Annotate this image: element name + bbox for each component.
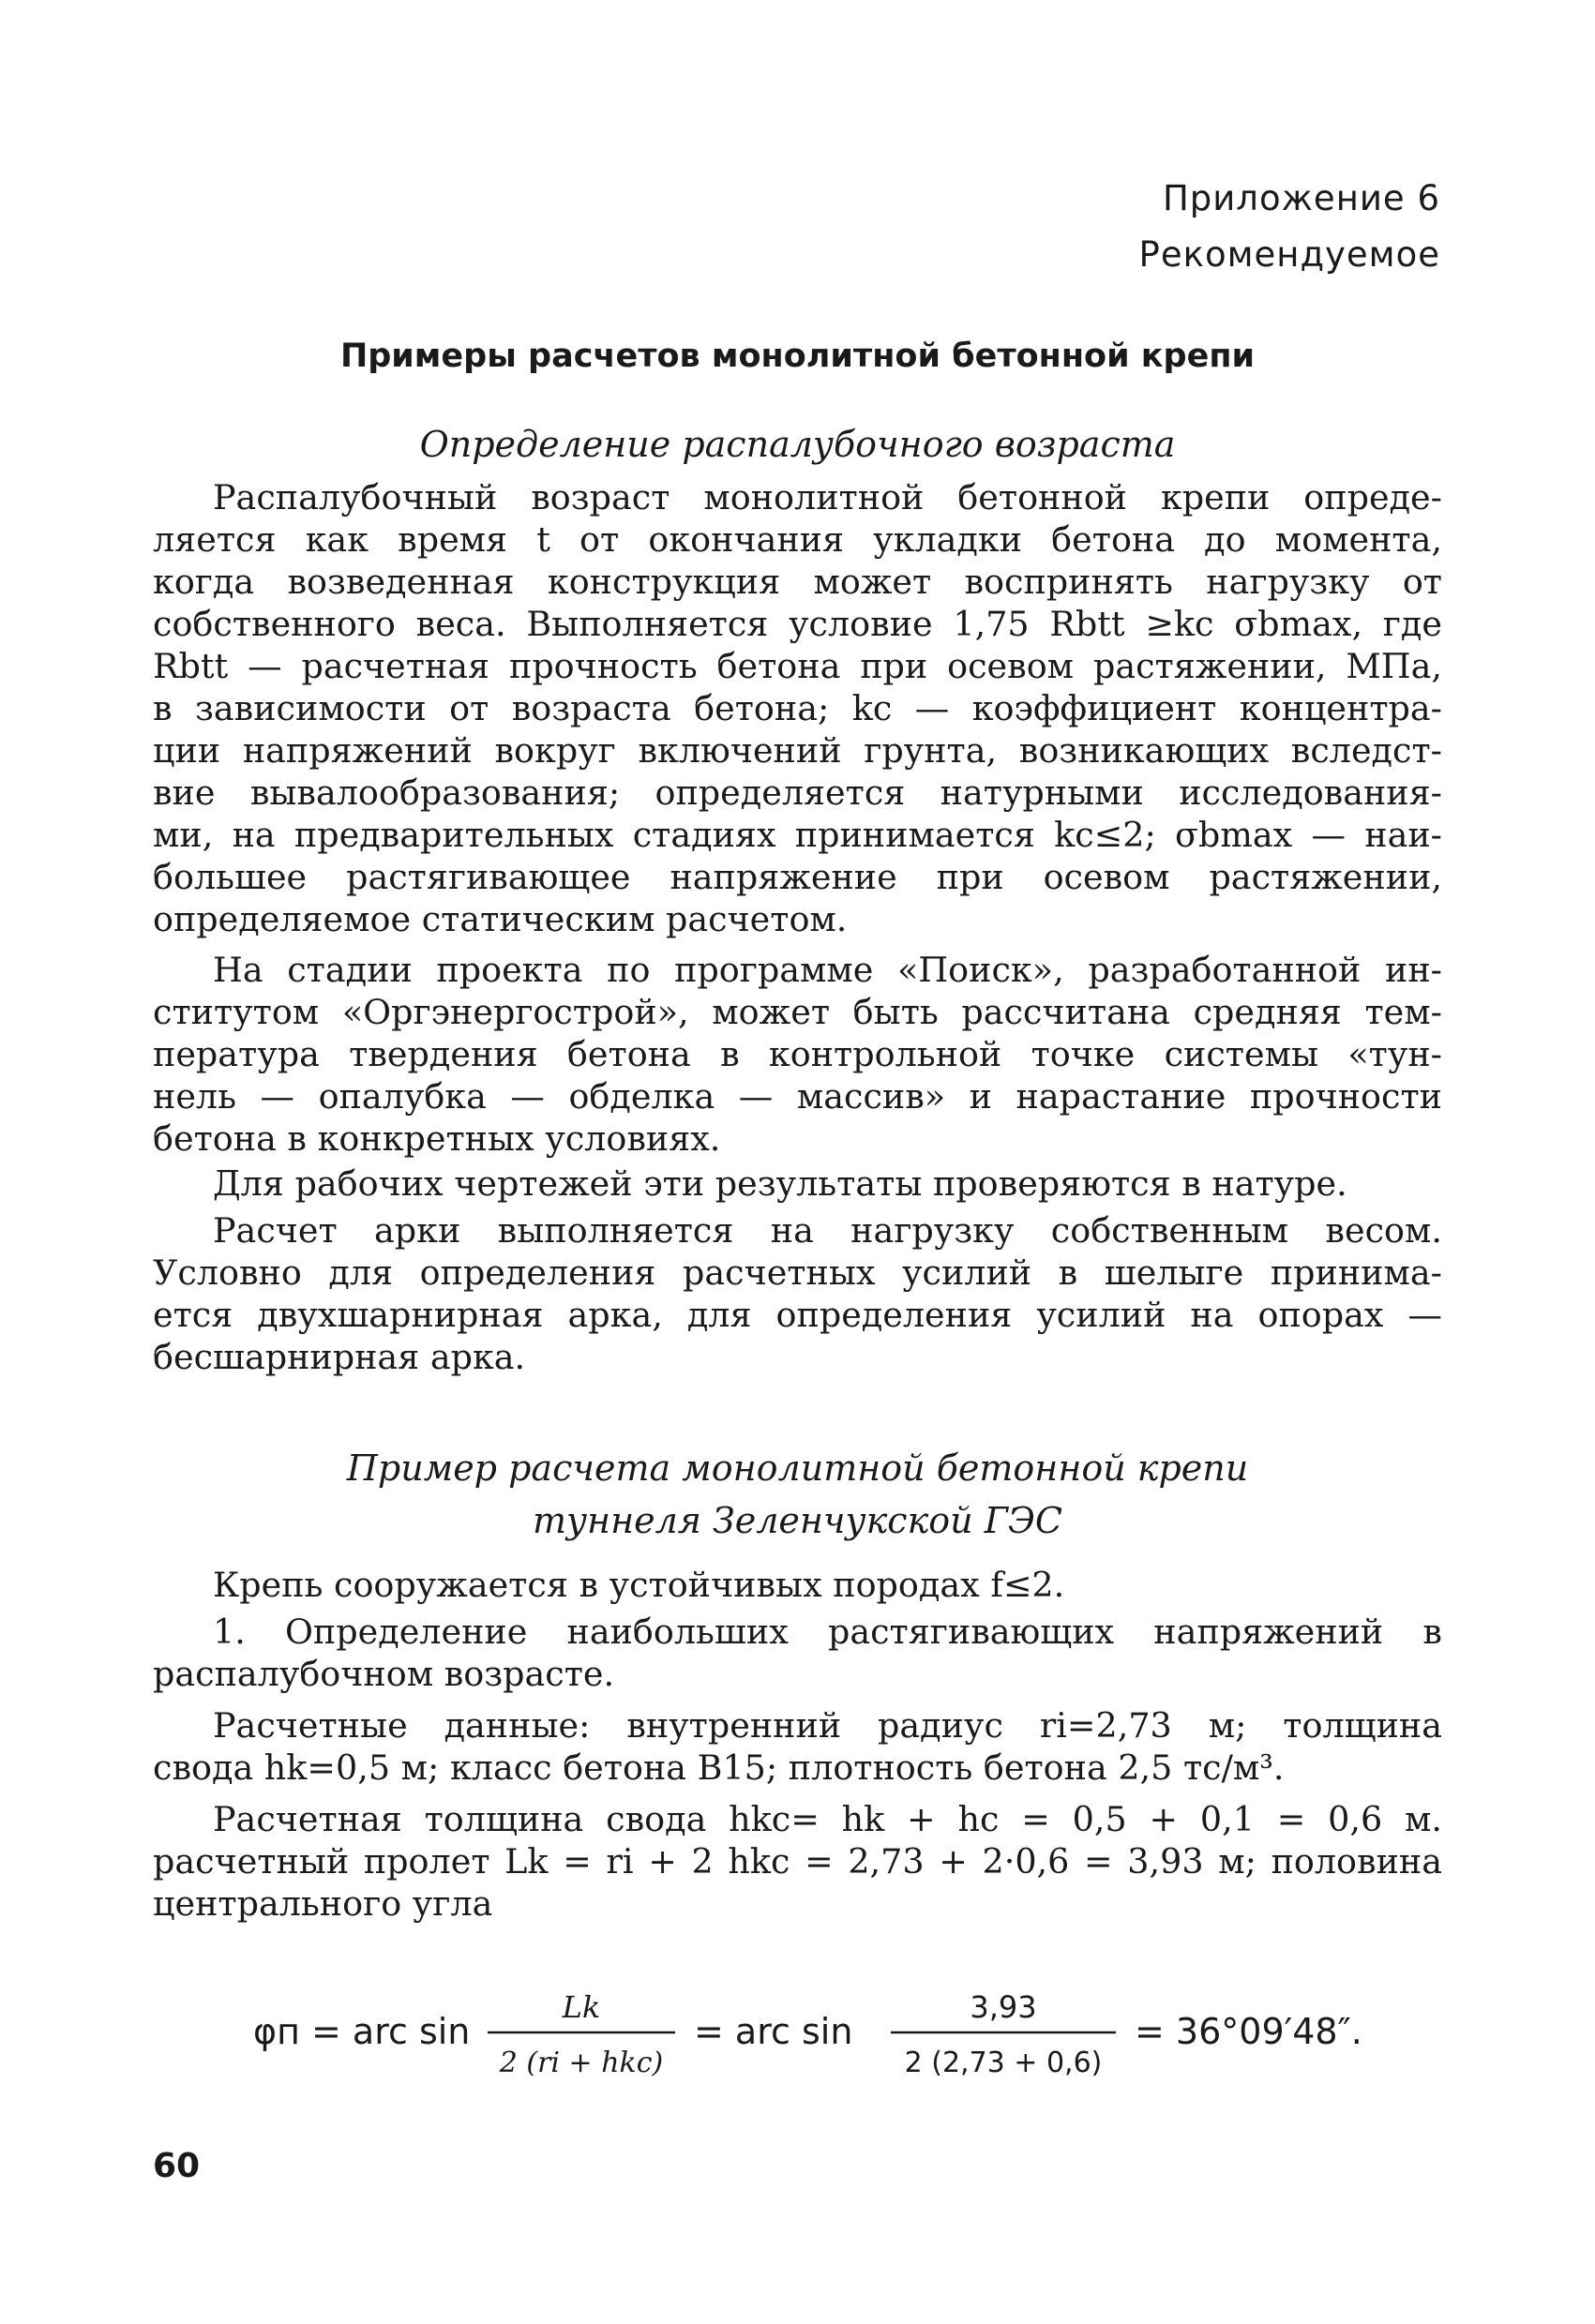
formula-numerator-2: 3,93 [970,1989,1037,2025]
paragraph-input-data [153,1704,1442,1789]
text-line: 1. Определение наибольших растягивающих напряжений в [213,1612,1442,1652]
paragraph-formwork-age [153,476,1442,940]
paragraph-step-1 [153,1611,1442,1695]
text-line: На стадии проекта по программе «Поиск», разработанной ин- [213,950,1442,990]
text-line: свода hk=0,5 м; класс бетона B15; плотность бетона 2,5 тс/м³. [153,1747,1285,1788]
text-line: Крепь сооружается в устойчивых породах f≤2. [213,1565,1065,1605]
text-line: Расчет арки выполняется на нагрузку собственным весом. [213,1210,1442,1251]
section-heading-2-line2: туннеля Зеленчукской ГЭС [532,1500,1063,1541]
text-line: бетона в конкретных условиях. [153,1118,721,1159]
text-line: Rbtt — расчетная прочность бетона при осевом растяжении, МПа, [153,646,1442,686]
text-line: собственного веса. Выполняется условие 1,75 Rbtt ≥kc σbmax, где [153,604,1442,644]
text-line: Распалубочный возраст монолитной бетонной крепи опреде- [213,477,1442,517]
appendix-status: Рекомендуемое [1138,234,1440,275]
section-heading-2-line1: Пример расчета монолитной бетонной крепи [346,1447,1249,1489]
text-line: в зависимости от возраста бетона; kc — коэффициент концентра- [153,688,1442,728]
text-line: пература твердения бетона в контрольной точке системы «тун- [153,1034,1442,1074]
paragraph-thickness [153,1798,1442,1925]
text-line: ляется как время t от окончания укладки бетона до момента, [153,519,1442,560]
text-line: большее растягивающее напряжение при осевом растяжении, [153,857,1442,897]
text-line: когда возведенная конструкция может воспринять нагрузку от [153,562,1442,602]
formula-result: = 36°09′48″. [1135,2011,1362,2052]
appendix-header [1139,171,1440,283]
paragraph-rock [153,1564,1442,1606]
angle-formula [253,1978,1435,2081]
text-line: определяемое статическим расчетом. [153,899,848,939]
section-heading-2 [153,1442,1442,1547]
appendix-label: Приложение 6 [1162,178,1440,218]
text-line: распалубочном возрасте. [153,1654,615,1694]
text-line: Для рабочих чертежей эти результаты проверяются в натуре. [213,1163,1347,1204]
text-line: ется двухшарнирная арка, для определения усилий на опорах — [153,1295,1442,1335]
formula-denominator-2: 2 (2,73 + 0,6) [904,2047,1103,2079]
paragraph-arch-calc [153,1209,1442,1378]
formula-denominator-1: 2 (ri + hkc) [499,2047,664,2079]
paragraph-drawings [153,1162,1442,1205]
formula-equals-arcsin: = arc sin [694,2011,853,2052]
text-line: Расчетные данные: внутренний радиус ri=2,73 м; толщина [213,1705,1442,1746]
text-line: бесшарнирная арка. [153,1337,526,1377]
paragraph-program [153,949,1442,1160]
text-line: Условно для определения расчетных усилий в шелыге принима- [153,1252,1442,1293]
text-line: ции напряжений вокруг включений грунта, возникающих вследст- [153,730,1442,771]
page-number: 60 [153,2147,201,2185]
text-line: расчетный пролет Lk = ri + 2 hkc = 2,73 + 2·0,6 = 3,93 м; половина [153,1841,1442,1882]
page-title: Примеры расчетов монолитной бетонной крепи [339,337,1256,375]
formula-numerator-1: Lk [562,1989,601,2025]
formula-lhs: φп = arc sin [253,2011,471,2052]
text-line: ститутом «Оргэнергострой», может быть рассчитана средняя тем- [153,992,1442,1032]
text-line: нель — опалубка — обделка — массив» и нарастание прочности [153,1076,1442,1117]
text-line: вие вывалообразования; определяется натурными исследования- [153,772,1442,813]
text-line: ми, на предварительных стадиях принимается kc≤2; σbmax — наи- [153,815,1442,855]
text-line: Расчетная толщина свода hkc= hk + hc = 0,5 + 0,1 = 0,6 м. [213,1799,1442,1839]
text-line: центрального угла [153,1883,493,1924]
section-heading-1: Определение распалубочного возраста [419,424,1176,465]
